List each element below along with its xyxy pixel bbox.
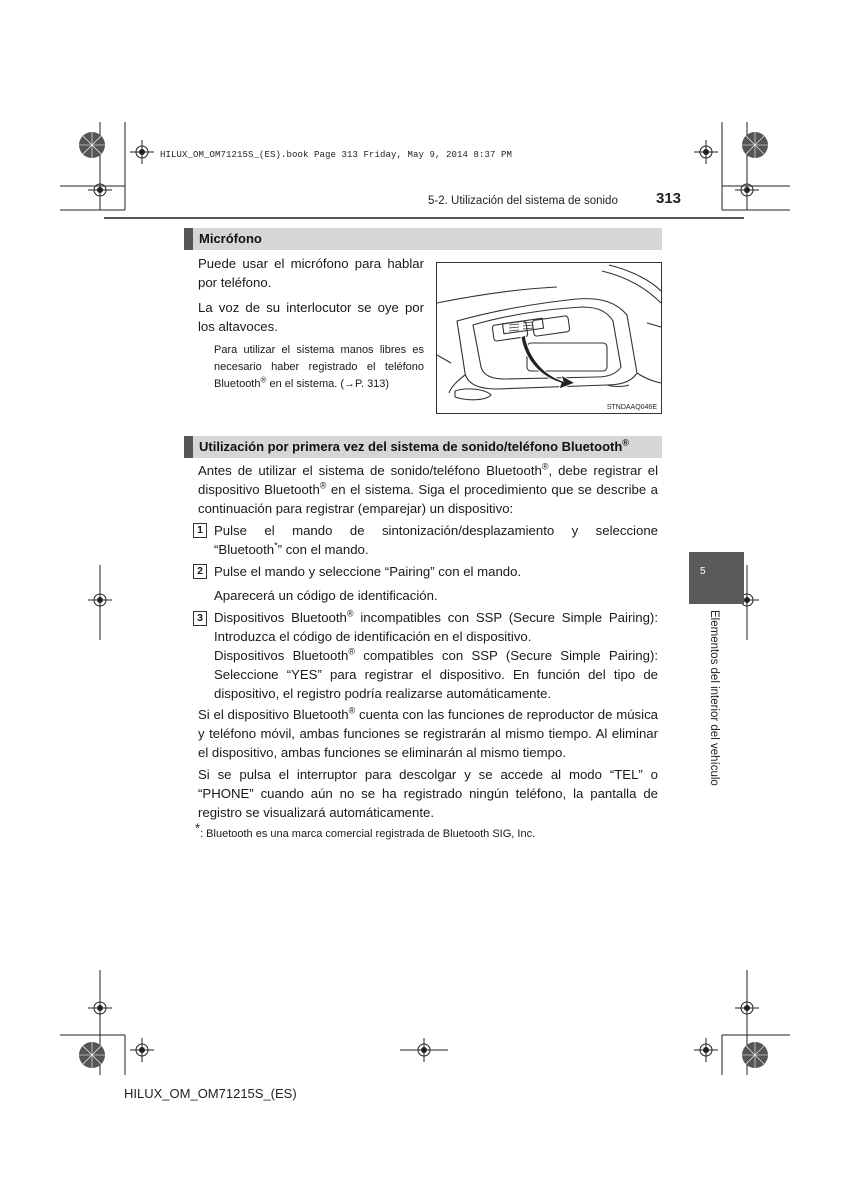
- microphone-note: Para utilizar el sistema manos libres es necesario haber registrado el teléfono Bluetooth® en el sistema. (→P. 313): [214, 344, 424, 390]
- device-functions-para: Si el dispositivo Bluetooth® cuenta con las funciones de reproductor de música y teléfono móvil, ambas funciones se registrarán al mismo tiempo. Al eliminar el dispositivo, ambas funciones se eliminarán al mismo tiempo.: [198, 705, 659, 760]
- footnote: *: Bluetooth es una marca comercial registrada de Bluetooth SIG, Inc.: [195, 820, 536, 840]
- step-3-number: 3: [193, 611, 207, 626]
- microphone-para-1: Puede usar el micrófono para hablar por teléfono.: [198, 256, 424, 290]
- step-2-text: Pulse el mando y seleccione “Pairing” con el mando.: [214, 564, 522, 579]
- step-2-subtext: Aparecerá un código de identificación.: [214, 588, 438, 603]
- overhead-console-illustration: [437, 263, 661, 413]
- phone-mode-para: Si se pulsa el interruptor para descolgar y se accede al modo “TEL” o “PHONE” cuando aún no se ha registrado ningún teléfono, la pantalla de registro se visualizará automáticamente.: [198, 767, 658, 820]
- step-3-text: Dispositivos Bluetooth® incompatibles con SSP (Secure Simple Pairing): Introduzca el código de identificación en el dispositivo. Dispositivos Bluetooth® compatibles con SSP (Secure Simple Pairing): Seleccione “YES” para registrar el dispositivo. En función del tipo de dispositivo, el registro podría realizarse automáticamente.: [214, 608, 658, 701]
- microphone-para-2: La voz de su interlocutor se oye por los altavoces.: [198, 300, 424, 334]
- microphone-figure: [436, 262, 662, 414]
- print-header: HILUX_OM_OM71215S_(ES).book Page 313 Friday, May 9, 2014 8:37 PM: [160, 150, 513, 160]
- page-number: 313: [656, 190, 682, 207]
- chapter-tab: [689, 552, 744, 604]
- section-title: 5-2. Utilización del sistema de sonido: [428, 195, 618, 207]
- chapter-number: 5: [700, 566, 706, 577]
- step-1-text: Pulse el mando de sintonización/desplazamiento y seleccione “Bluetooth*” con el mando.: [214, 523, 658, 557]
- figure-caption: STNDAAQ046E: [606, 404, 657, 411]
- microphone-text: [198, 254, 424, 393]
- first-use-intro: Antes de utilizar el sistema de sonido/teléfono Bluetooth®, debe registrar el dispositivo Bluetooth® en el sistema. Siga el procedimiento que se describe a continuación para registrar (emparejar) un dispositivo:: [198, 461, 658, 516]
- chapter-title: Elementos del interior del vehículo: [708, 610, 720, 786]
- first-use-heading: Utilización por primera vez del sistema de sonido/teléfono Bluetooth®: [184, 436, 662, 458]
- step-1-number: 1: [193, 523, 207, 538]
- step-2-number: 2: [193, 564, 207, 579]
- header-rule: [104, 217, 744, 219]
- footer-code: HILUX_OM_OM71215S_(ES): [124, 1086, 297, 1101]
- page-reference-link[interactable]: P. 313): [355, 378, 390, 390]
- microphone-heading: Micrófono: [184, 228, 662, 250]
- arrow-icon: →: [344, 378, 356, 390]
